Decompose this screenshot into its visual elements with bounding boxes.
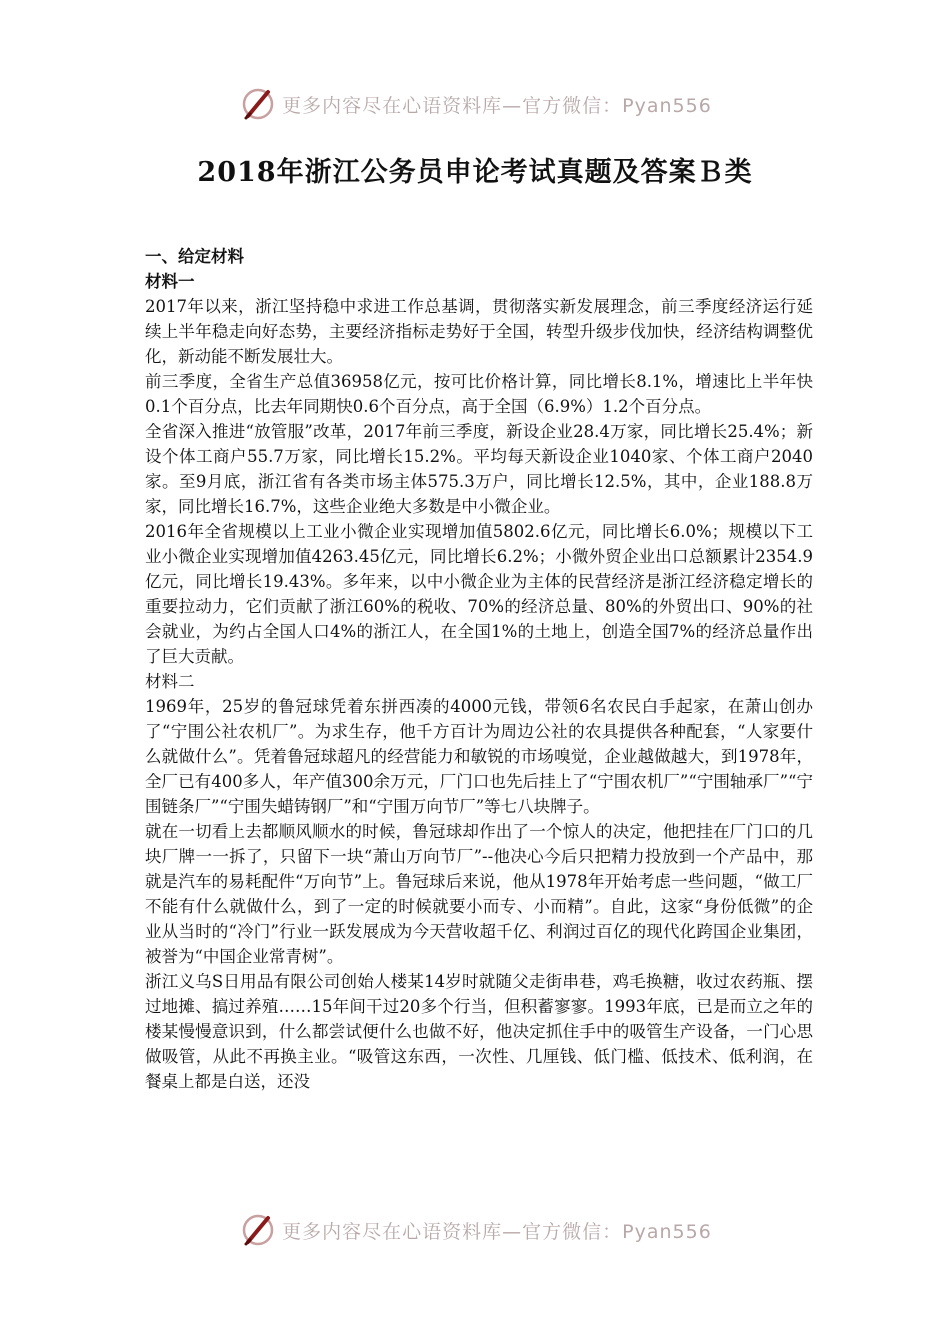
watermark-text: 更多内容尽在心语资料库—官方微信：Pyan556 (282, 94, 712, 117)
paragraph: 2017年以来，浙江坚持稳中求进工作总基调，贯彻落实新发展理念，前三季度经济运行延续上半年稳走向好态势，主要经济指标走势好于全国，转型升级步伐加快，经济结构调整优化，新动能不断发展壮大。 (145, 297, 813, 366)
document-body (145, 244, 813, 1094)
pen-logo-icon (238, 1210, 278, 1250)
watermark-text: 更多内容尽在心语资料库—官方微信：Pyan556 (282, 1220, 712, 1243)
paragraph: 前三季度，全省生产总值36958亿元，按可比价格计算，同比增长8.1%，增速比上半年快0.1个百分点，比去年同期快0.6个百分点，高于全国（6.9%）1.2个百分点。 (145, 372, 813, 416)
pen-logo-icon (238, 84, 278, 124)
paragraph: 1969年，25岁的鲁冠球凭着东拼西凑的4000元钱，带领6名农民白手起家，在萧山创办了“宁围公社农机厂”。为求生存，他千方百计为周边公社的农具提供各种配套，“人家要什么就做什么”。凭着鲁冠球超凡的经营能力和敏锐的市场嗅觉，企业越做越大，到1978年，全厂已有400多人，年产值300余万元，厂门口也先后挂上了“宁围农机厂”“宁围轴承厂”“宁围链条厂”“宁围失蜡铸钢厂”和“宁围万向节厂”等七八块牌子。 (145, 697, 813, 816)
watermark-banner-top (0, 82, 950, 126)
document-title: 2018年浙江公务员申论考试真题及答案Ｂ类 (197, 157, 753, 188)
section-heading: 一、给定材料 (145, 247, 244, 266)
paragraph: 2016年全省规模以上工业小微企业实现增加值5802.6亿元，同比增长6.0%；规模以下工业小微企业实现增加值4263.45亿元，同比增长6.2%；小微外贸企业出口总额累计2354.9亿元，同比增长19.43%。多年来，以中小微企业为主体的民营经济是浙江经济稳定增长的重要拉动力，它们贡献了浙江60%的税收、70%的经济总量、80%的外贸出口、90%的社会就业，为约占全国人口4%的浙江人，在全国1%的土地上，创造全国7%的经济总量作出了巨大贡献。 (145, 522, 813, 666)
paragraph: 全省深入推进“放管服”改革，2017年前三季度，新设企业28.4万家，同比增长25.4%；新设个体工商户55.7万家，同比增长15.2%。平均每天新设企业1040家、个体工商户2040家。至9月底，浙江省有各类市场主体575.3万户，同比增长12.5%，其中，企业188.8万家，同比增长16.7%，这些企业绝大多数是中小微企业。 (145, 422, 813, 516)
paragraph: 就在一切看上去都顺风顺水的时候，鲁冠球却作出了一个惊人的决定，他把挂在厂门口的几块厂牌一一拆了，只留下一块“萧山万向节厂”--他决心今后只把精力投放到一个产品中，那就是汽车的易耗配件“万向节”上。鲁冠球后来说，他从1978年开始考虑一些问题，“做工厂不能有什么就做什么，到了一定的时候就要小而专、小而精”。自此，这家“身份低微”的企业从当时的“冷门”行业一跃发展成为今天营收超千亿、利润过百亿的现代化跨国企业集团，被誉为“中国企业常青树”。 (145, 822, 813, 966)
paragraph: 浙江义乌S日用品有限公司创始人楼某14岁时就随父走街串巷，鸡毛换糖，收过农药瓶、摆过地摊、搞过养殖……15年间干过20多个行当，但积蓄寥寥。1993年底，已是而立之年的楼某慢慢意识到，什么都尝试便什么也做不好，他决定抓住手中的吸管生产设备，一门心思做吸管，从此不再换主业。“吸管这东西，一次性、几厘钱、低门槛、低技术、低利润，在餐桌上都是白送，还没 (145, 972, 813, 1091)
watermark-banner-bottom (0, 1208, 950, 1252)
material-one-heading: 材料一 (145, 272, 195, 291)
material-two-heading: 材料二 (145, 672, 195, 691)
